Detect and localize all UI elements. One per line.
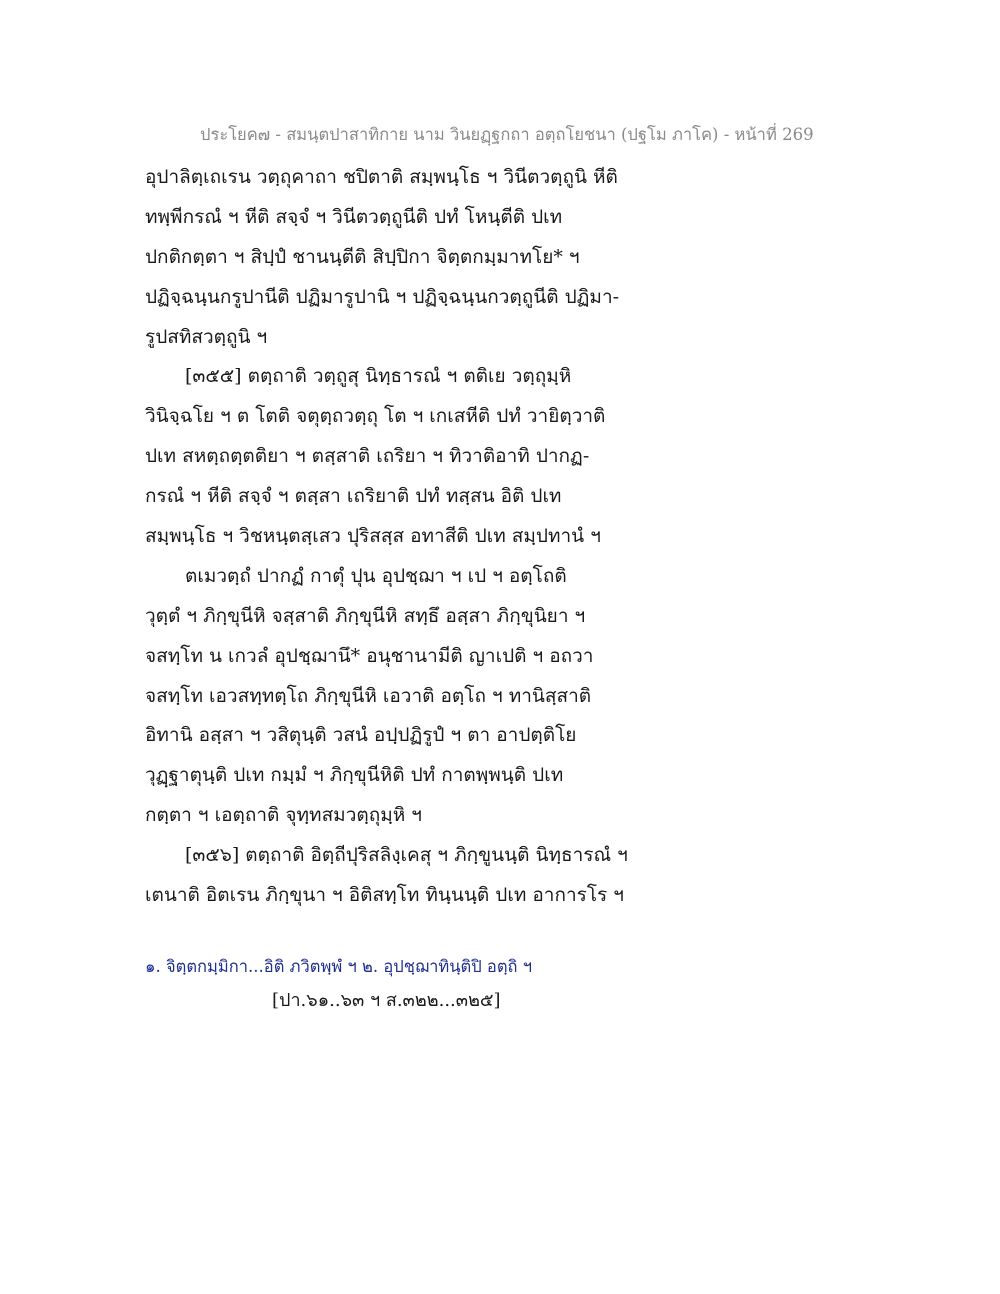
- page-reference: [ปา.๖๑..๖๓ ฯ ส.๓๒๒...๓๒๕]: [272, 990, 501, 1011]
- text-line: วินิจฺฉโย ฯ ต โตติ จตุตฺถวตฺถุ โต ฯ เกเสหีติ ปทํ วายิตฺวาติ: [145, 405, 606, 428]
- text-line: เตนาติ อิตเรน ภิกฺขุนา ฯ อิติสทฺโท ทินฺนนฺติ ปเท อาการโร ฯ: [145, 884, 624, 907]
- text-line: กตฺตา ฯ เอตฺถาติ จุทฺทสมวตฺถุมฺหิ ฯ: [145, 804, 422, 827]
- text-line: รูปสทิสวตฺถูนิ ฯ: [145, 325, 268, 348]
- text-line: วุฏฺฐาตุนฺติ ปเท กมฺมํ ฯ ภิกฺขุนีหิติ ปทํ กาตพฺพนฺติ ปเท: [145, 764, 564, 787]
- text-line: ปเท สหตฺถตฺตติยา ฯ ตสฺสาติ เถริยา ฯ ทิวาติอาทิ ปากฏ-: [145, 445, 590, 468]
- text-line: จสทฺโท เอวสทฺทตฺโถ ภิกฺขุนีหิ เอวาติ อตฺโถ ฯ ทานิสฺสาติ: [145, 684, 592, 707]
- text-line: จสทฺโท น เกวลํ อุปชฺฌานึ* อนุชานามีติ ญาเปติ ฯ อถวา: [145, 644, 594, 667]
- paragraph-start-line: [๓๕๕] ตตฺถาติ วตฺถูสุ นิทฺธารณํ ฯ ตติเย วตฺถุมฺหิ: [185, 365, 572, 388]
- text-line: วุตฺตํ ฯ ภิกฺขุนีหิ จสฺสาติ ภิกฺขุนีหิ สทฺธึ อสฺสา ภิกฺขุนิยา ฯ: [145, 604, 586, 627]
- text-line: ปฏิจฺฉนฺนกรูปานีติ ปฏิมารูปานิ ฯ ปฏิจฺฉนฺนกวตฺถูนีติ ปฏิมา-: [145, 285, 620, 308]
- paragraph-start-line: ตเมวตฺถํ ปากฏํ กาตุํ ปุน อุปชฺฌา ฯ เป ฯ อตฺโถติ: [185, 564, 567, 587]
- paragraph-start-line: [๓๕๖] ตตฺถาติ อิตฺถีปุริสลิงฺเคสุ ฯ ภิกฺขูนนฺติ นิทฺธารณํ ฯ: [185, 844, 628, 867]
- body-text: [145, 158, 665, 916]
- text-line: สมฺพนฺโธ ฯ วิชหนฺตสฺเสว ปุริสสฺส อทาสีติ ปเท สมฺปทานํ ฯ: [145, 525, 601, 548]
- text-line: ทพฺพีกรณํ ฯ หีติ สจฺจํ ฯ วินีตวตฺถูนีติ ปทํ โหนฺตีติ ปเท: [145, 205, 563, 228]
- page-header: ประโยค๗ - สมนฺตปาสาทิกาย นาม วินยฏฺฐกถา อตฺถโยชนา (ปฐโม ภาโค) - หน้าที่ 269: [200, 125, 814, 144]
- text-line: อิทานิ อสฺสา ฯ วสิตุนฺติ วสนํ อปฺปฏิรูปํ ฯ ตา อาปตฺติโย: [145, 724, 577, 747]
- text-line: กรณํ ฯ หีติ สจฺจํ ฯ ตสฺสา เถริยาติ ปทํ ทสฺสน อิติ ปเท: [145, 485, 562, 508]
- text-line: ปกติกตฺตา ฯ สิปฺปํ ชานนฺตีติ สิปฺปิกา จิตฺตกมฺมาทโย* ฯ: [145, 245, 580, 268]
- footnotes: ๑. จิตฺตกมฺมิกา...อิติ ภวิตพฺพํ ฯ ๒. อุปชฺฌาทินฺติปิ อตฺถิ ฯ: [145, 957, 533, 976]
- text-line: อุปาลิตฺเถเรน วตฺถุคาถา ชปิตาติ สมฺพนฺโธ ฯ วินีตวตฺถูนิ หีติ: [145, 166, 618, 188]
